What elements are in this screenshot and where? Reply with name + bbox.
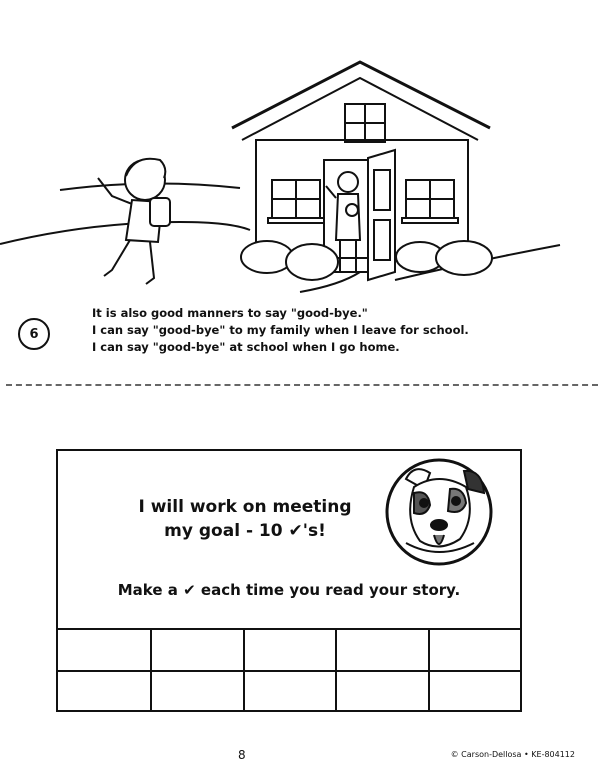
goal-title-line: my goal - 10 ✔'s! [164,521,326,541]
story-text [92,305,469,356]
checkmark-grid [58,628,520,712]
dog-face-icon [384,457,494,567]
checkmark-cell[interactable] [150,670,242,712]
story-step-badge: 6 [18,318,50,350]
checkmark-cell[interactable] [58,670,150,712]
checkmark-cell[interactable] [243,670,335,712]
copyright-credit: © Carson-Dellosa • KE-804112 [450,750,575,759]
story-line: I can say "good-bye" at school when I go home. [92,340,400,354]
checkmark-cell[interactable] [428,628,520,670]
story-line: It is also good manners to say "good-bye." [92,306,368,320]
checkmark-cell[interactable] [428,670,520,712]
instruction-text: Make a ✔ each time you read your story. [117,581,461,599]
checkmark-cell[interactable] [335,670,427,712]
house-and-child-illustration [0,0,603,300]
checkmark-cell[interactable] [335,628,427,670]
page-number: 8 [238,748,246,762]
goal-title [120,495,370,543]
goal-title-line: I will work on meeting [138,497,352,517]
story-line: I can say "good-bye" to my family when I leave for school. [92,323,469,337]
cut-line-divider [6,384,598,386]
goal-tracker-box [56,449,522,712]
checkmark-cell[interactable] [58,628,150,670]
checkmark-cell[interactable] [243,628,335,670]
checkmark-cell[interactable] [150,628,242,670]
